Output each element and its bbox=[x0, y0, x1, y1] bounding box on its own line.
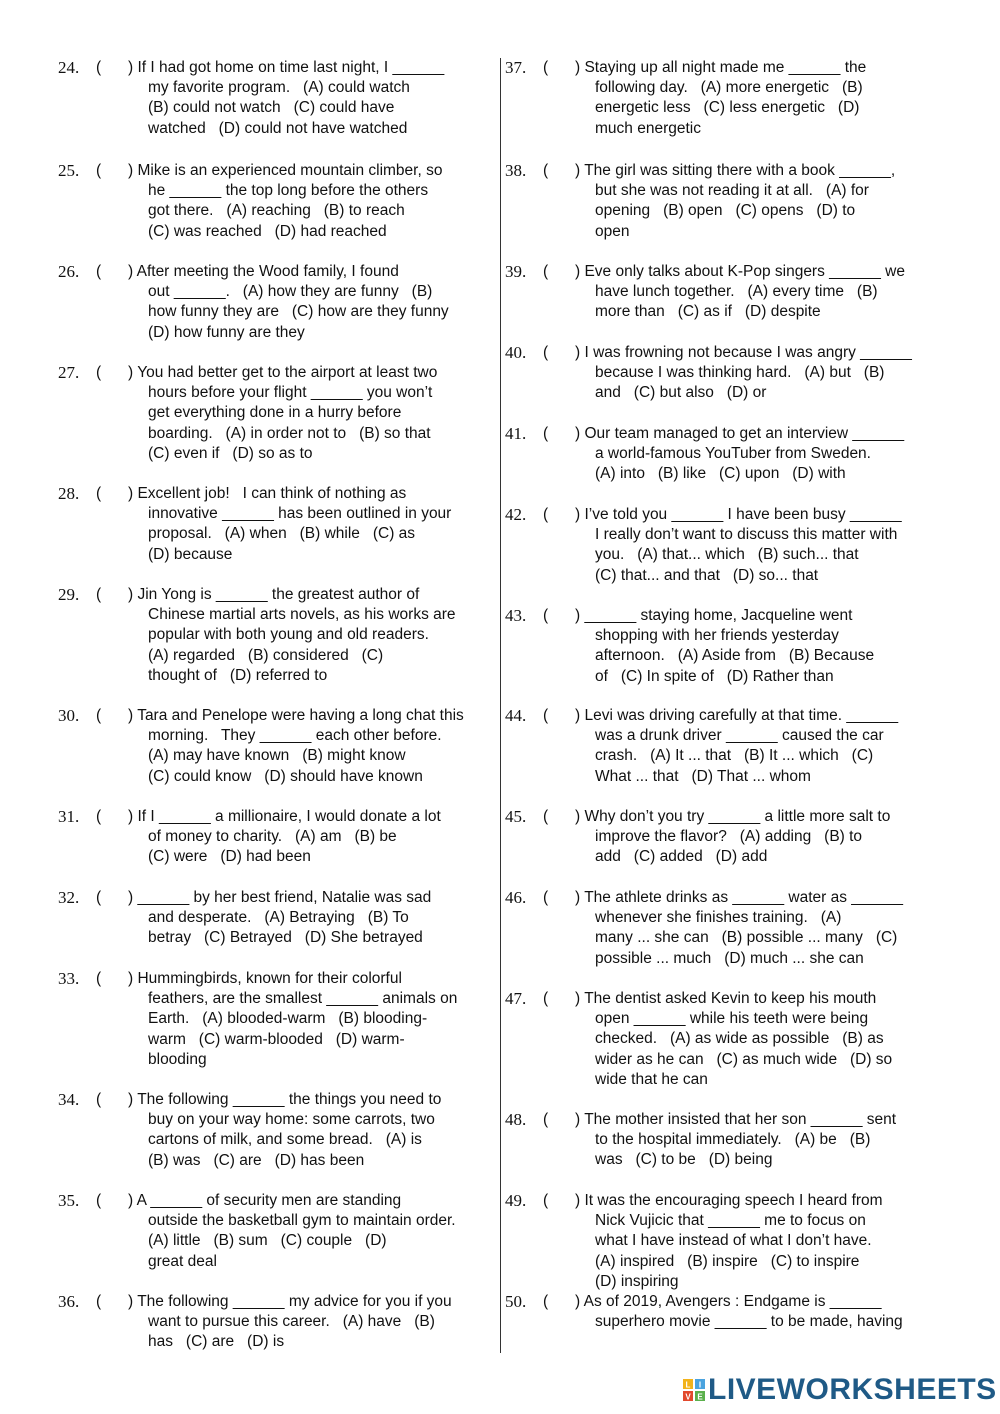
question-text bbox=[128, 484, 494, 565]
question-number: 35. bbox=[58, 1191, 80, 1210]
question-line: what I have instead of what I don’t have. bbox=[595, 1232, 872, 1250]
question-line: popular with both young and old readers. bbox=[148, 626, 429, 644]
question-text bbox=[575, 505, 941, 586]
answer-paren-open[interactable]: ( bbox=[543, 506, 549, 523]
question-line: I really don’t want to discuss this matter with bbox=[595, 526, 898, 544]
question-text bbox=[128, 1191, 494, 1272]
answer-paren-open[interactable]: ( bbox=[543, 162, 549, 179]
question-line: whenever she finishes training. (A) bbox=[595, 909, 842, 927]
question-text bbox=[128, 161, 494, 242]
svg-text:E: E bbox=[697, 1392, 703, 1402]
question-line: (B) could not watch (C) could have bbox=[148, 99, 395, 117]
question-line: (B) was (C) are (D) has been bbox=[148, 1151, 365, 1169]
answer-paren-open[interactable]: ( bbox=[543, 889, 549, 906]
question-line: was (C) to be (D) being bbox=[595, 1151, 773, 1169]
question-line: much energetic bbox=[595, 119, 701, 137]
answer-paren-open[interactable]: ( bbox=[96, 162, 102, 179]
question-line: afternoon. (A) Aside from (B) Because bbox=[595, 647, 875, 665]
liveworksheets-logo-icon bbox=[683, 1377, 705, 1403]
question-number: 48. bbox=[505, 1110, 527, 1129]
question-number: 43. bbox=[505, 606, 527, 625]
question-line: ) The athlete drinks as ______ water as ______ bbox=[575, 889, 904, 906]
question-line: Chinese martial arts novels, as his works are bbox=[148, 606, 456, 624]
question-text bbox=[575, 1110, 941, 1171]
answer-paren-open[interactable]: ( bbox=[96, 1192, 102, 1209]
answer-paren-open[interactable]: ( bbox=[96, 364, 102, 381]
question-number: 42. bbox=[505, 505, 527, 524]
question-number: 40. bbox=[505, 343, 527, 362]
question-line: ) Staying up all night made me ______ the bbox=[575, 59, 867, 76]
question-line: ) Eve only talks about K-Pop singers ______ we bbox=[575, 263, 905, 280]
question-number: 39. bbox=[505, 262, 527, 281]
question-line: betray (C) Betrayed (D) She betrayed bbox=[148, 929, 423, 947]
question-line: crash. (A) It ... that (B) It ... which (C) bbox=[595, 747, 874, 765]
question-line: ) ______ by her best friend, Natalie was sad bbox=[128, 889, 432, 906]
question-text bbox=[575, 424, 941, 485]
question-line: Earth. (A) blooded-warm (B) blooding- bbox=[148, 1010, 428, 1028]
question-line: (A) may have known (B) might know bbox=[148, 747, 406, 765]
answer-paren-open[interactable]: ( bbox=[543, 344, 549, 361]
question-line: has (C) are (D) is bbox=[148, 1333, 285, 1351]
question-line: ) ______ staying home, Jacqueline went bbox=[575, 607, 853, 624]
question-line: ) The girl was sitting there with a book ______, bbox=[575, 162, 896, 179]
question-line: (A) into (B) like (C) upon (D) with bbox=[595, 465, 846, 483]
question-line: out ______. (A) how they are funny (B) bbox=[148, 283, 433, 301]
question-line: great deal bbox=[148, 1252, 217, 1270]
question-number: 31. bbox=[58, 807, 80, 826]
question-line: morning. They ______ each other before. bbox=[148, 727, 442, 745]
question-number: 29. bbox=[58, 585, 80, 604]
question-line: ) A ______ of security men are standing bbox=[128, 1192, 402, 1209]
question-line: and (C) but also (D) or bbox=[595, 384, 767, 402]
answer-paren-open[interactable]: ( bbox=[543, 425, 549, 442]
question-line: ) As of 2019, Avengers : Endgame is ______ bbox=[575, 1293, 882, 1310]
question-line: Nick Vujicic that ______ me to focus on bbox=[595, 1212, 866, 1230]
question-line: (A) regarded (B) considered (C) bbox=[148, 646, 384, 664]
question-line: to the hospital immediately. (A) be (B) bbox=[595, 1131, 871, 1149]
question-line: ) Our team managed to get an interview ______ bbox=[575, 425, 905, 442]
question-number: 38. bbox=[505, 161, 527, 180]
question-number: 36. bbox=[58, 1292, 80, 1311]
question-line: What ... that (D) That ... whom bbox=[595, 767, 811, 785]
question-line: got there. (A) reaching (B) to reach bbox=[148, 202, 405, 220]
question-line: (D) inspiring bbox=[595, 1272, 679, 1290]
question-text bbox=[575, 161, 941, 242]
question-line: want to pursue this career. (A) have (B) bbox=[148, 1313, 435, 1331]
question-line: ) I was frowning not because I was angry ______ bbox=[575, 344, 912, 361]
question-line: boarding. (A) in order not to (B) so that bbox=[148, 424, 431, 442]
question-line: blooding bbox=[148, 1050, 207, 1068]
question-line: more than (C) as if (D) despite bbox=[595, 303, 821, 321]
question-number: 25. bbox=[58, 161, 80, 180]
question-line: wide that he can bbox=[595, 1070, 708, 1088]
answer-paren-open[interactable]: ( bbox=[543, 59, 549, 76]
question-number: 34. bbox=[58, 1090, 80, 1109]
question-line: you. (A) that... which (B) such... that bbox=[595, 546, 859, 564]
question-text bbox=[128, 363, 494, 464]
answer-paren-open[interactable]: ( bbox=[96, 1091, 102, 1108]
question-line: following day. (A) more energetic (B) bbox=[595, 79, 863, 97]
question-line: how funny they are (C) how are they funny bbox=[148, 303, 449, 321]
question-line: ) After meeting the Wood family, I found bbox=[128, 263, 399, 280]
question-line: get everything done in a hurry before bbox=[148, 404, 402, 422]
question-line: my favorite program. (A) could watch bbox=[148, 79, 410, 97]
question-line: ) I’ve told you ______ I have been busy ______ bbox=[575, 506, 902, 523]
question-line: ) You had better get to the airport at least two bbox=[128, 364, 438, 381]
question-line: (C) that... and that (D) so... that bbox=[595, 566, 819, 584]
answer-paren-open[interactable]: ( bbox=[96, 707, 102, 724]
question-text bbox=[128, 969, 494, 1070]
question-line: a world-famous YouTuber from Sweden. bbox=[595, 445, 871, 463]
question-line: energetic less (C) less energetic (D) bbox=[595, 99, 860, 117]
question-text bbox=[575, 706, 941, 787]
question-line: open ______ while his teeth were being bbox=[595, 1010, 869, 1028]
question-text bbox=[128, 262, 494, 343]
question-number: 26. bbox=[58, 262, 80, 281]
question-line: ) Tara and Penelope were having a long chat this bbox=[128, 707, 464, 724]
question-line: hours before your flight ______ you won’t bbox=[148, 384, 433, 402]
question-line: but she was not reading it at all. (A) for bbox=[595, 182, 869, 200]
question-number: 45. bbox=[505, 807, 527, 826]
question-line: many ... she can (B) possible ... many (C) bbox=[595, 929, 898, 947]
question-line: superhero movie ______ to be made, having bbox=[595, 1313, 903, 1331]
question-line: ) The following ______ my advice for you if you bbox=[128, 1293, 452, 1310]
question-line: proposal. (A) when (B) while (C) as bbox=[148, 525, 416, 543]
question-line: innovative ______ has been outlined in your bbox=[148, 505, 452, 523]
footer-brand[interactable] bbox=[683, 1373, 997, 1407]
question-line: (C) were (D) had been bbox=[148, 848, 311, 866]
question-line: (C) even if (D) so as to bbox=[148, 444, 313, 462]
svg-text:I: I bbox=[698, 1380, 702, 1390]
question-line: because I was thinking hard. (A) but (B) bbox=[595, 364, 885, 382]
question-line: checked. (A) as wide as possible (B) as bbox=[595, 1030, 884, 1048]
question-line: ) Levi was driving carefully at that time. ______ bbox=[575, 707, 899, 724]
question-number: 47. bbox=[505, 989, 527, 1008]
question-line: (D) because bbox=[148, 545, 233, 563]
answer-paren-open[interactable]: ( bbox=[96, 808, 102, 825]
question-number: 32. bbox=[58, 888, 80, 907]
column-divider bbox=[500, 58, 501, 1353]
svg-text:V: V bbox=[685, 1392, 691, 1402]
question-text bbox=[575, 1292, 941, 1332]
question-text bbox=[575, 888, 941, 969]
question-line: he ______ the top long before the others bbox=[148, 182, 429, 200]
answer-paren-open[interactable]: ( bbox=[96, 970, 102, 987]
question-line: feathers, are the smallest ______ animals on bbox=[148, 990, 458, 1008]
question-text bbox=[575, 343, 941, 404]
question-line: shopping with her friends yesterday bbox=[595, 627, 839, 645]
question-text bbox=[128, 58, 494, 139]
question-line: improve the flavor? (A) adding (B) to bbox=[595, 828, 863, 846]
question-text bbox=[128, 1292, 494, 1353]
question-text bbox=[128, 1090, 494, 1171]
question-line: cartons of milk, and some bread. (A) is bbox=[148, 1131, 422, 1149]
svg-text:L: L bbox=[685, 1380, 691, 1390]
answer-paren-open[interactable]: ( bbox=[543, 1192, 549, 1209]
question-number: 50. bbox=[505, 1292, 527, 1311]
question-number: 37. bbox=[505, 58, 527, 77]
question-number: 46. bbox=[505, 888, 527, 907]
question-text bbox=[575, 262, 941, 323]
question-line: ) The mother insisted that her son ______ sent bbox=[575, 1111, 897, 1128]
question-number: 28. bbox=[58, 484, 80, 503]
question-line: have lunch together. (A) every time (B) bbox=[595, 283, 878, 301]
question-line: and desperate. (A) Betraying (B) To bbox=[148, 909, 409, 927]
question-line: outside the basketball gym to maintain order. bbox=[148, 1212, 456, 1230]
question-text bbox=[128, 807, 494, 868]
question-line: watched (D) could not have watched bbox=[148, 119, 408, 137]
answer-paren-open[interactable]: ( bbox=[543, 990, 549, 1007]
question-line: warm (C) warm-blooded (D) warm- bbox=[148, 1030, 405, 1048]
question-line: of money to charity. (A) am (B) be bbox=[148, 828, 397, 846]
question-line: ) Mike is an experienced mountain climber, so bbox=[128, 162, 443, 179]
question-text bbox=[575, 58, 941, 139]
question-line: opening (B) open (C) opens (D) to bbox=[595, 202, 856, 220]
question-line: was a drunk driver ______ caused the car bbox=[595, 727, 884, 745]
question-number: 30. bbox=[58, 706, 80, 725]
question-number: 49. bbox=[505, 1191, 527, 1210]
brand-name: LIVEWORKSHEETS bbox=[708, 1373, 997, 1406]
question-line: ) The dentist asked Kevin to keep his mouth bbox=[575, 990, 877, 1007]
question-line: ) The following ______ the things you need to bbox=[128, 1091, 442, 1108]
question-line: ) If I had got home on time last night, I ______ bbox=[128, 59, 445, 76]
question-line: possible ... much (D) much ... she can bbox=[595, 949, 864, 967]
question-text bbox=[128, 585, 494, 686]
question-line: (D) how funny are they bbox=[148, 323, 305, 341]
answer-paren-open[interactable]: ( bbox=[543, 808, 549, 825]
question-line: (A) inspired (B) inspire (C) to inspire bbox=[595, 1252, 860, 1270]
answer-paren-open[interactable]: ( bbox=[543, 263, 549, 280]
answer-paren-open[interactable]: ( bbox=[543, 607, 549, 624]
answer-paren-open[interactable]: ( bbox=[543, 707, 549, 724]
answer-paren-open[interactable]: ( bbox=[96, 889, 102, 906]
answer-paren-open[interactable]: ( bbox=[96, 1293, 102, 1310]
answer-paren-open[interactable]: ( bbox=[543, 1293, 549, 1310]
question-line: thought of (D) referred to bbox=[148, 666, 328, 684]
question-line: open bbox=[595, 222, 630, 240]
question-line: ) Excellent job! I can think of nothing as bbox=[128, 485, 407, 502]
answer-paren-open[interactable]: ( bbox=[96, 59, 102, 76]
question-line: add (C) added (D) add bbox=[595, 848, 768, 866]
question-line: of (C) In spite of (D) Rather than bbox=[595, 667, 834, 685]
question-text bbox=[575, 989, 941, 1090]
question-text bbox=[128, 706, 494, 787]
question-number: 27. bbox=[58, 363, 80, 382]
answer-paren-open[interactable]: ( bbox=[96, 485, 102, 502]
question-number: 33. bbox=[58, 969, 80, 988]
answer-paren-open[interactable]: ( bbox=[96, 586, 102, 603]
answer-paren-open[interactable]: ( bbox=[96, 263, 102, 280]
question-text bbox=[575, 606, 941, 687]
question-line: ) If I ______ a millionaire, I would donate a lot bbox=[128, 808, 441, 825]
question-line: (C) could know (D) should have known bbox=[148, 767, 423, 785]
question-text bbox=[128, 888, 494, 949]
question-line: wider as he can (C) as much wide (D) so bbox=[595, 1050, 893, 1068]
question-number: 24. bbox=[58, 58, 80, 77]
question-line: ) Hummingbirds, known for their colorful bbox=[128, 970, 402, 987]
question-line: buy on your way home: some carrots, two bbox=[148, 1111, 435, 1129]
question-line: ) It was the encouraging speech I heard from bbox=[575, 1192, 883, 1209]
question-line: ) Jin Yong is ______ the greatest author of bbox=[128, 586, 420, 603]
question-line: (C) was reached (D) had reached bbox=[148, 222, 387, 240]
question-number: 41. bbox=[505, 424, 527, 443]
question-text bbox=[575, 1191, 941, 1292]
question-line: ) Why don’t you try ______ a little more salt to bbox=[575, 808, 891, 825]
question-text bbox=[575, 807, 941, 868]
question-line: (A) little (B) sum (C) couple (D) bbox=[148, 1232, 387, 1250]
answer-paren-open[interactable]: ( bbox=[543, 1111, 549, 1128]
question-number: 44. bbox=[505, 706, 527, 725]
